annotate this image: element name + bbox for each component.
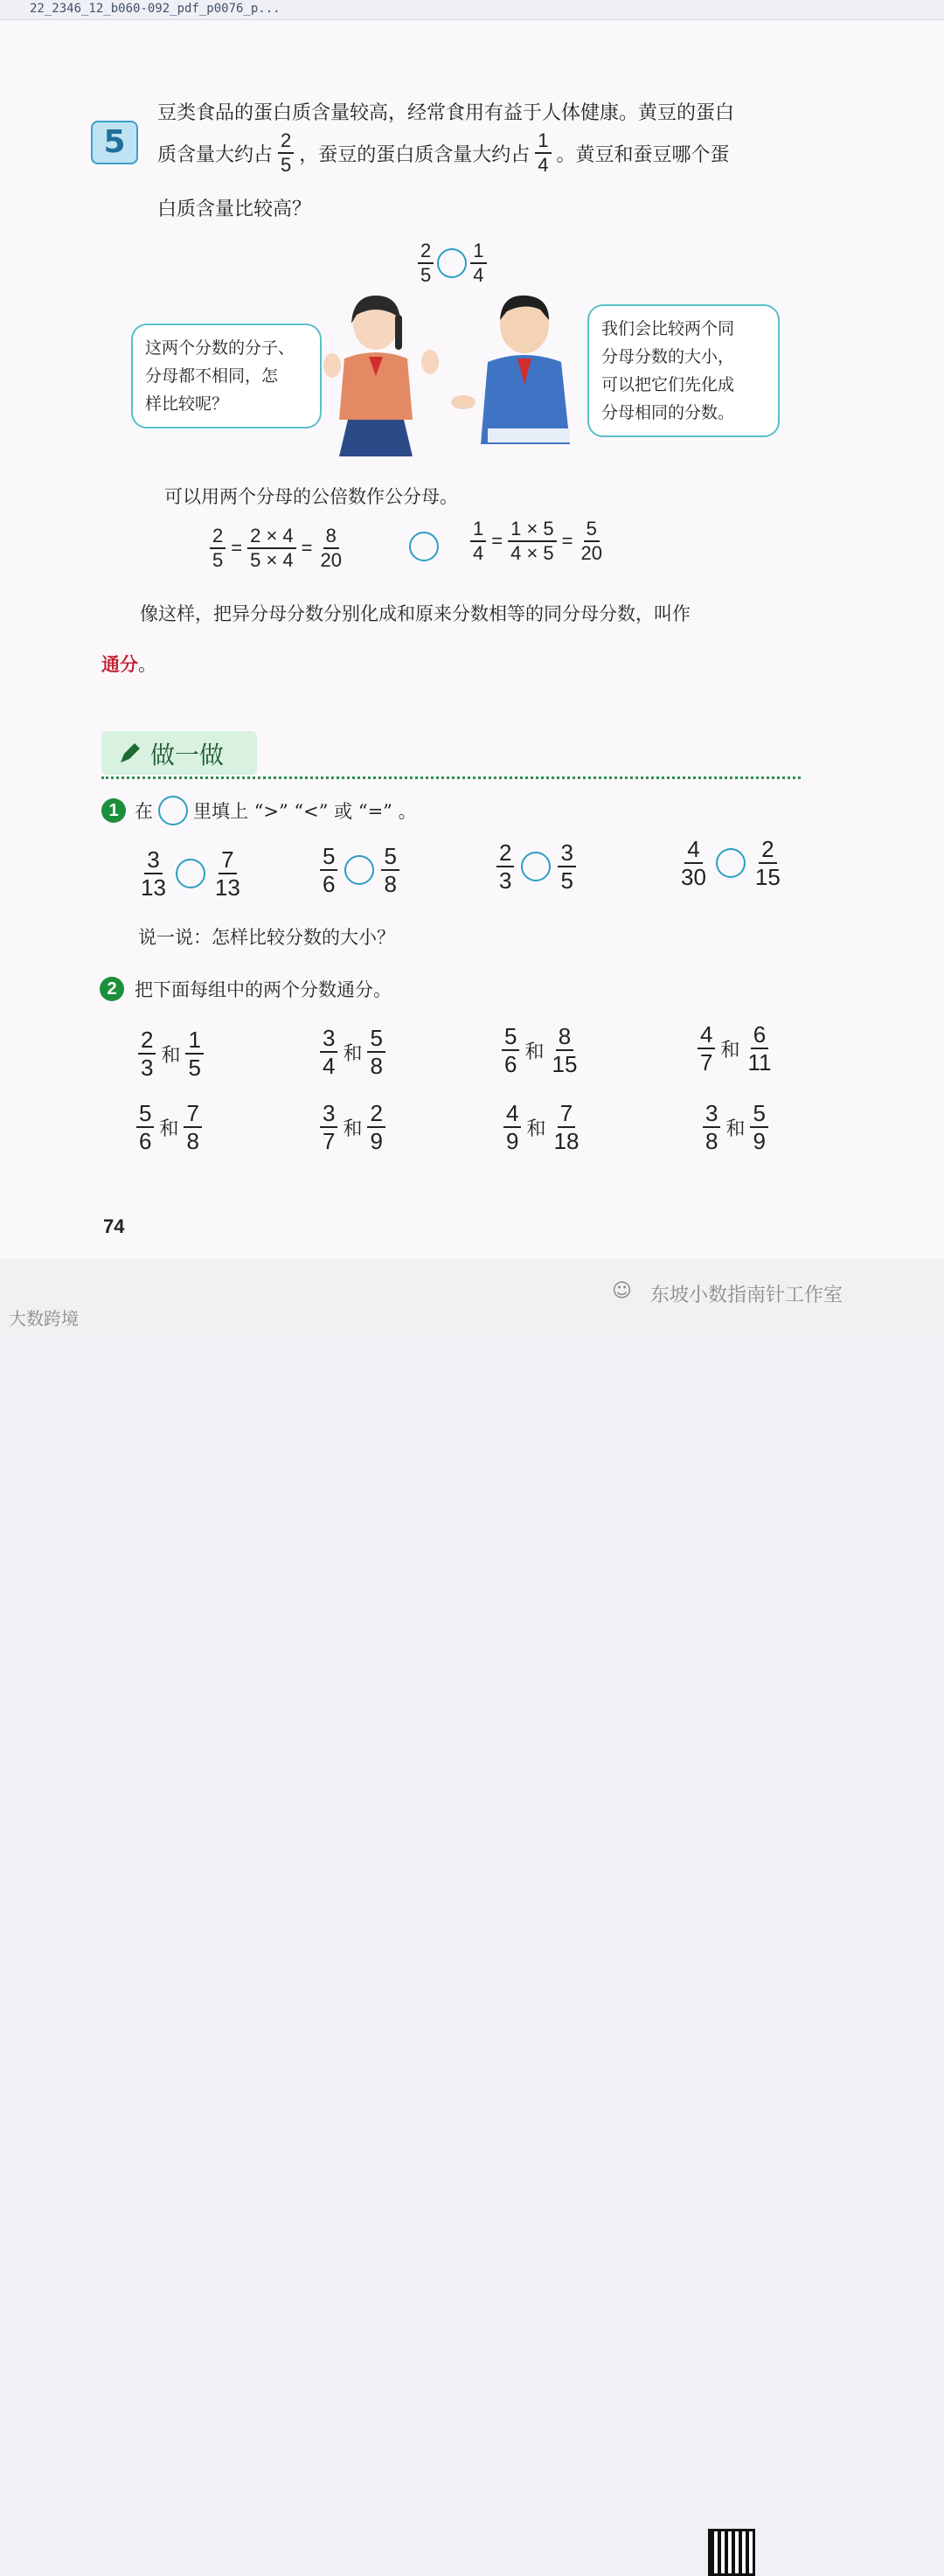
- ex2-row1-item-4: $\frac{4}{7}$ 和 $\frac{6}{11}$: [698, 1023, 774, 1074]
- boy-bubble-line: 可以把它们先化成: [601, 375, 735, 394]
- header-strip: [0, 0, 944, 20]
- ex2-row2-item-3: $\frac{4}{9}$ 和 $\frac{7}{18}$: [503, 1102, 581, 1152]
- compare-top: [418, 241, 487, 285]
- header-code: 22_2346_12_b060-092_pdf_p0076_p...: [30, 2, 281, 16]
- eq-right-f1: $\frac{1}{4}$: [470, 519, 486, 563]
- right-watermark: 东坡小数指南针工作室: [650, 1285, 843, 1306]
- girl-figure: [323, 296, 439, 456]
- girl-speech-bubble: [131, 324, 322, 428]
- girl-bubble-line: 分母都不相同，怎: [145, 366, 279, 386]
- equation-compare-circle[interactable]: [409, 532, 439, 561]
- boy-figure: [451, 296, 570, 444]
- pencil-icon: [117, 741, 142, 766]
- boy-speech-bubble: [587, 304, 780, 437]
- girl-bubble-line: 这两个分数的分子、: [145, 338, 295, 358]
- ex2-row2-item-1: $\frac{5}{6}$ 和 $\frac{7}{8}$: [136, 1102, 202, 1152]
- eq-left-f1: $\frac{2}{5}$: [210, 526, 226, 570]
- ex1-talk: 说一说：怎样比较分数的大小？: [138, 927, 395, 948]
- definition-line: 像这样，把异分母分数分别化成和原来分数相等的同分母分数，叫作: [140, 603, 691, 624]
- ex1-item-2: $\frac{5}{6}$ $\frac{5}{8}$: [320, 845, 399, 895]
- answer-circle[interactable]: [344, 855, 374, 885]
- problem-line-2a: 质含量大约占: [157, 143, 274, 166]
- problem-line-2b: ，蚕豆的蛋白质含量大约占: [299, 143, 531, 166]
- boy-bubble-line: 分母分数的大小，: [601, 347, 735, 366]
- wechat-icon: ☺: [612, 1280, 632, 1302]
- boy-bubble-line: 我们会比较两个同: [601, 319, 735, 338]
- compare-top-right: $\frac{1}{4}$: [470, 241, 486, 285]
- blank-circle-icon: [158, 796, 188, 825]
- section-divider: [101, 776, 801, 779]
- ex1-item-3: $\frac{2}{3}$ $\frac{3}{5}$: [496, 841, 576, 892]
- fraction-soybean: $\frac{2}{5}$: [278, 131, 294, 175]
- ex2-row1-item-3: $\frac{5}{6}$ 和 $\frac{8}{15}$: [502, 1025, 580, 1076]
- answer-circle[interactable]: [521, 852, 551, 881]
- exercise-1-badge: 1: [101, 798, 126, 823]
- eq-left-f2: $\frac{2 \times 4}{5 \times 4}$: [247, 526, 296, 570]
- definition-term: 通分: [101, 653, 138, 675]
- ex2-row1-item-2: $\frac{3}{4}$ 和 $\frac{5}{8}$: [320, 1027, 385, 1077]
- equation-left: $\frac{2}{5}$ = $\frac{2 \times 4}{5 \times 4}$ = $\frac{8}{20}$: [210, 526, 344, 570]
- left-watermark: 大数跨境: [9, 1308, 79, 1329]
- exercise-2-badge: 2: [100, 977, 124, 1001]
- problem-line-2c: 。黄豆和蚕豆哪个蛋: [556, 143, 730, 166]
- eq-left-f3: $\frac{8}{20}$: [320, 525, 342, 571]
- girl-bubble-line: 样比较呢？: [145, 394, 229, 414]
- compare-circle[interactable]: [437, 248, 467, 278]
- footer: [0, 1259, 944, 1336]
- problem-line-2: [157, 131, 730, 175]
- textbook-page: [0, 0, 944, 1259]
- equation-right: $\frac{1}{4}$ = $\frac{1 \times 5}{4 \times 5}$ = $\frac{5}{20}$: [470, 519, 605, 563]
- ex2-row2-item-4: $\frac{3}{8}$ 和 $\frac{5}{9}$: [703, 1102, 768, 1152]
- answer-circle[interactable]: [176, 859, 205, 888]
- section-header: [101, 731, 257, 775]
- problem-line-1: 豆类食品的蛋白质含量较高，经常食用有益于人体健康。黄豆的蛋白: [157, 102, 735, 124]
- students-illustration: [315, 289, 577, 463]
- problem-number: 5: [91, 121, 138, 164]
- page-number: 74: [103, 1215, 125, 1237]
- method-text: 可以用两个分母的公倍数作公分母。: [164, 486, 458, 507]
- exercise-2-prompt: 2 把下面每组中的两个分数通分。: [100, 976, 392, 1002]
- eq-right-f3: $\frac{5}{20}$: [580, 518, 602, 564]
- boy-bubble-line: 分母相同的分数。: [601, 403, 735, 422]
- ex2-row1-item-1: $\frac{2}{3}$ 和 $\frac{1}{5}$: [138, 1028, 204, 1079]
- qr-code-icon: [708, 2529, 755, 2576]
- exercise-1-prompt: 1 在 里填上 “>” “<” 或 “=” 。: [101, 796, 417, 825]
- answer-circle[interactable]: [716, 848, 746, 878]
- fraction-broadbean: $\frac{1}{4}$: [535, 131, 551, 175]
- compare-top-left: $\frac{2}{5}$: [418, 241, 434, 285]
- section-title: 做一做: [150, 741, 225, 769]
- ex1-item-1: $\frac{3}{13}$ $\frac{7}{13}$: [141, 846, 240, 901]
- ex2-row2-item-2: $\frac{3}{7}$ 和 $\frac{2}{9}$: [320, 1102, 385, 1152]
- definition-term-line: 通分。: [101, 653, 156, 675]
- eq-right-f2: $\frac{1 \times 5}{4 \times 5}$: [508, 519, 557, 563]
- ex1-item-4: $\frac{4}{30}$ $\frac{2}{15}$: [681, 836, 781, 890]
- problem-line-3: 白质含量比较高？: [157, 198, 312, 220]
